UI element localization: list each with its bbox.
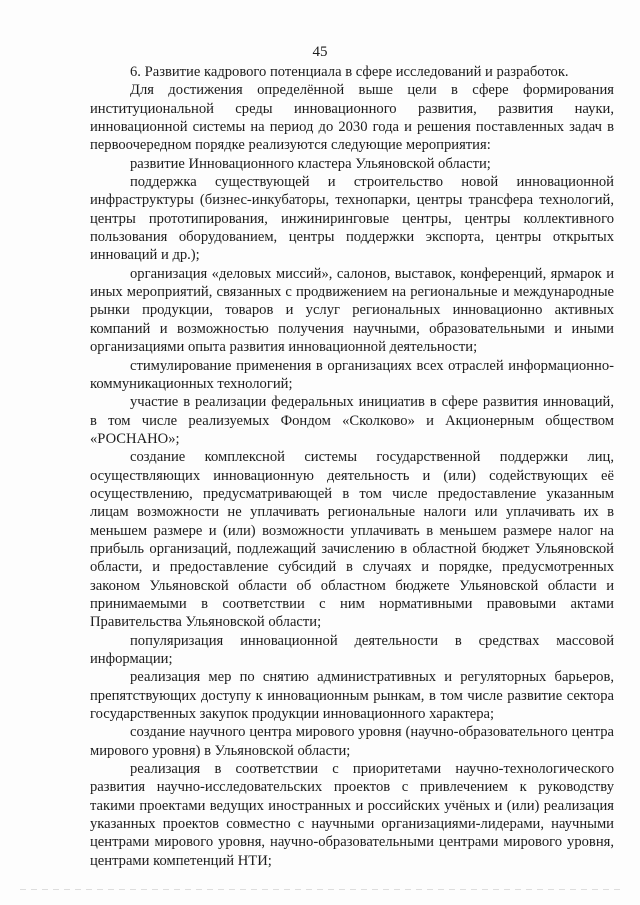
paragraph: развитие Инновационного кластера Ульяновской области; bbox=[130, 155, 491, 172]
paragraph: создание научного центра мирового уровня (научно-образовательного центра мирового уровня) в Ульяновской области; bbox=[90, 724, 614, 759]
scan-edge-divider bbox=[20, 889, 620, 890]
body-text bbox=[90, 63, 614, 870]
paragraph: Для достижения определённой выше цели в сфере формирования институциональной среды инновационного развития, развития науки, инновационной системы на период до 2030 года и решения поставленных задач в первоочередном порядке реализуются следующие мероприятия: bbox=[90, 82, 614, 154]
paragraph: стимулирование применения в организациях всех отраслей информационно-коммуникационных технологий; bbox=[90, 357, 614, 392]
paragraph: организация «деловых миссий», салонов, выставок, конференций, ярмарок и иных мероприятий, связанных с продвижением на региональные и международные рынки продукции, товаров и услуг региональных инновационно активных компаний и возможностью получения научными, образовательными и иными организациями опыта развития инновационной деятельности; bbox=[90, 265, 614, 356]
paragraph: реализация мер по снятию административных и регуляторных барьеров, препятствующих доступу к инновационным рынкам, в том числе развитие сектора государственных закупок продукции инновационного характера; bbox=[90, 669, 614, 723]
section-heading: 6. Развитие кадрового потенциала в сфере исследований и разработок. bbox=[130, 64, 569, 80]
paragraph: создание комплексной системы государственной поддержки лиц, осуществляющих инновационную деятельность и (или) содействующих её осуществлению, предусматривающей в том числе предоставление указанным лицам возможности не уплачивать региональные налоги или уплачивать их в меньшем размере и (или) возможности уплачивать в меньшем размере налог на прибыль организаций, подлежащий зачислению в областной бюджет Ульяновской области, и предоставление субсидий в случаях и порядке, предусмотренных законом Ульяновской области об областном бюджете Ульяновской области и принимаемыми в соответствии с ним нормативными правовыми актами Правительства Ульяновской области; bbox=[90, 449, 614, 631]
paragraph: поддержка существующей и строительство новой инновационной инфраструктуры (бизнес-инкубаторы, технопарки, центры трансфера технологий, центры прототипирования, инжиниринговые центры, центры коллективного пользования оборудованием, центры поддержки экспорта, центры открытых инноваций и др.); bbox=[90, 174, 614, 264]
page-number: 45 bbox=[312, 44, 328, 60]
paragraph: участие в реализации федеральных инициатив в сфере развития инноваций, в том числе реализуемых Фондом «Сколково» и Акционерным обществом «РОСНАНО»; bbox=[90, 394, 614, 447]
paragraph: популяризация инновационной деятельности в средствах массовой информации; bbox=[90, 632, 614, 667]
paragraph: реализация в соответствии с приоритетами научно-технологического развития научно-исследовательских проектов с привлечением к руководству такими проектами ведущих иностранных и российских учёных и (или) реализация указанных проектов совместно с научными организациями-лидерами, научными центрами мирового уровня, научно-образовательными центрами мирового уровня, центрами компетенций НТИ; bbox=[90, 761, 614, 869]
